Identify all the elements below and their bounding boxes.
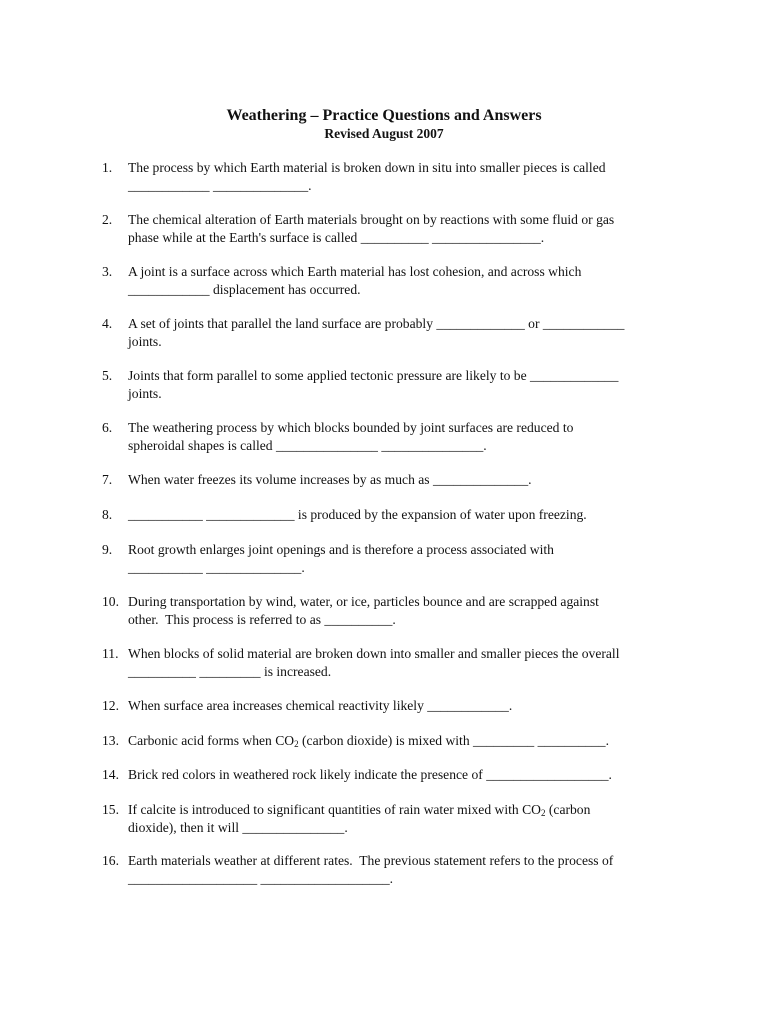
question-text: The chemical alteration of Earth materials brought on by reactions with some fluid or gas <box>128 212 615 227</box>
question-number: 12. <box>102 698 119 713</box>
question-number: 10. <box>102 594 119 609</box>
question-text <box>128 732 702 750</box>
question-text-part: Carbonic acid forms when CO <box>128 733 295 748</box>
question-text: Joints that form parallel to some applied tectonic pressure are likely to be _____________ <box>128 368 619 383</box>
question-text <box>128 801 702 819</box>
question-number: 6. <box>102 420 113 435</box>
question-number: 1. <box>102 160 113 175</box>
question-text: ___________ ______________. <box>128 560 305 575</box>
question-3 <box>102 263 702 299</box>
question-11 <box>102 645 702 681</box>
question-5 <box>102 367 702 403</box>
question-number: 13. <box>102 733 119 748</box>
question-9 <box>102 541 702 577</box>
question-text: Brick red colors in weathered rock likely indicate the presence of __________________. <box>128 767 612 782</box>
question-number: 3. <box>102 264 113 279</box>
question-number: 11. <box>102 646 119 661</box>
question-16 <box>102 852 702 888</box>
question-text-part: If calcite is introduced to significant quantities of rain water mixed with CO <box>128 802 541 817</box>
question-text: A set of joints that parallel the land surface are probably _____________ or ____________ <box>128 316 625 331</box>
question-text: other. This process is referred to as __________. <box>128 612 396 627</box>
question-text: ___________________ ___________________. <box>128 871 394 886</box>
question-text: The process by which Earth material is broken down in situ into smaller pieces is called <box>128 160 606 175</box>
page-subtitle: Revised August 2007 <box>324 126 444 141</box>
subscript: 2 <box>540 808 546 818</box>
question-number: 8. <box>102 507 113 522</box>
subscript: 2 <box>294 739 299 749</box>
question-text: dioxide), then it will _______________. <box>128 820 348 835</box>
question-number: 14. <box>102 767 119 782</box>
question-text: The weathering process by which blocks bounded by joint surfaces are reduced to <box>128 420 574 435</box>
question-text: When surface area increases chemical reactivity likely ____________. <box>128 698 513 713</box>
question-text-part: (carbon dioxide) is mixed with _________ __________. <box>298 733 609 748</box>
question-8 <box>102 506 702 524</box>
question-number: 5. <box>102 368 113 383</box>
question-number: 15. <box>102 802 119 817</box>
question-1 <box>102 159 702 195</box>
question-number: 2. <box>102 212 113 227</box>
question-text: joints. <box>128 334 162 349</box>
question-text-part: (carbon <box>545 802 591 817</box>
question-13 <box>102 732 702 750</box>
question-14 <box>102 766 702 784</box>
question-text: Root growth enlarges joint openings and is therefore a process associated with <box>128 542 554 557</box>
question-text: During transportation by wind, water, or ice, particles bounce and are scrapped against <box>128 594 599 609</box>
page-title: Weathering – Practice Questions and Answers <box>226 107 542 124</box>
question-text: phase while at the Earth's surface is called __________ ________________. <box>128 230 545 245</box>
question-text: ____________ ______________. <box>128 178 312 193</box>
question-number: 4. <box>102 316 113 331</box>
question-6 <box>102 419 702 455</box>
question-number: 9. <box>102 542 113 557</box>
question-4 <box>102 315 702 351</box>
question-text: When water freezes its volume increases by as much as ______________. <box>128 472 532 487</box>
question-number: 7. <box>102 472 113 487</box>
question-text: joints. <box>128 386 162 401</box>
question-10 <box>102 593 702 629</box>
question-7 <box>102 471 702 489</box>
question-12 <box>102 697 702 715</box>
question-15 <box>102 801 702 837</box>
question-text: When blocks of solid material are broken down into smaller and smaller pieces the overall <box>128 646 620 661</box>
question-text: A joint is a surface across which Earth material has lost cohesion, and across which <box>128 264 582 279</box>
question-2 <box>102 211 702 247</box>
question-text: ___________ _____________ is produced by the expansion of water upon freezing. <box>128 507 587 522</box>
question-text: ____________ displacement has occurred. <box>128 282 361 297</box>
question-text: __________ _________ is increased. <box>128 664 332 679</box>
question-number: 16. <box>102 853 119 868</box>
question-text: spheroidal shapes is called _______________ _______________. <box>128 438 487 453</box>
question-text: Earth materials weather at different rates. The previous statement refers to the process of <box>128 853 614 868</box>
